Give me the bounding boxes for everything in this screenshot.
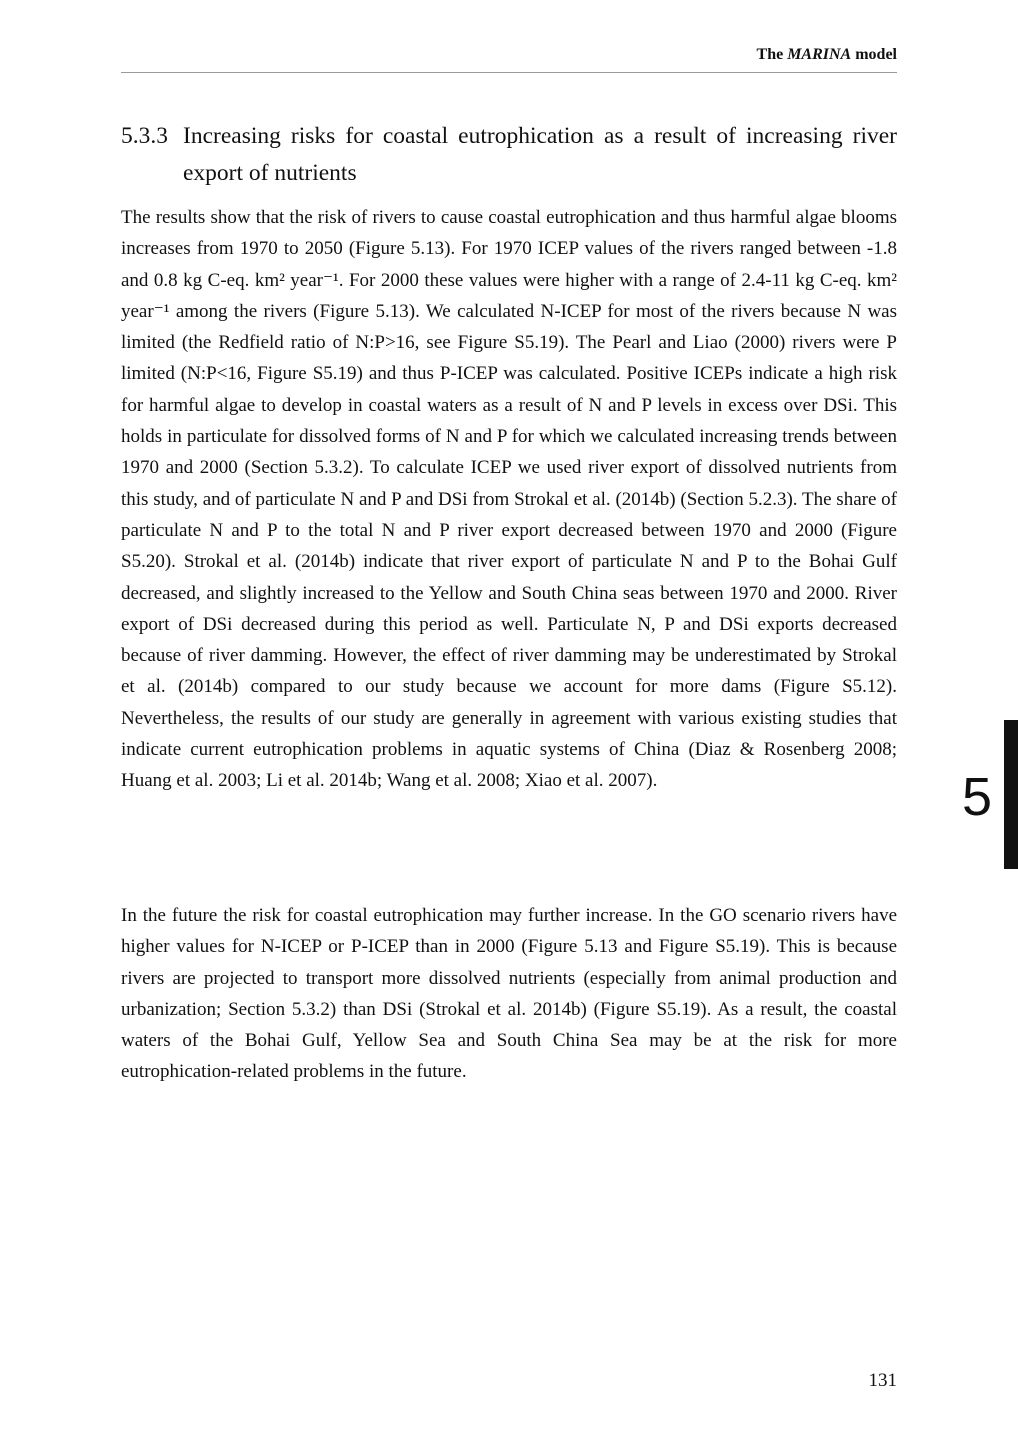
body-paragraph-1: The results show that the risk of rivers to cause coastal eutrophication and thus harmful algae blooms increases from 1970 to 2050 (Figure 5.13). For 1970 ICEP values of the rivers ranged between -1.8 and 0.8 kg C-eq. km² year⁻¹. For 2000 these values were higher with a range of 2.4-11 kg C-eq. km² year⁻¹ among the rivers (Figure 5.13). We calculated N-ICEP for most of the rivers because N was limited (the Redfield ratio of N:P>16, see Figure S5.19). The Pearl and Liao (2000) rivers were P limited (N:P<16, Figure S5.19) and thus P-ICEP was calculated. Positive ICEPs indicate a high risk for harmful algae to develop in coastal waters as a result of N and P levels in excess over DSi. This holds in particulate for dissolved forms of N and P for which we calculated increasing trends between 1970 and 2000 (Section 5.3.2). To calculate ICEP we used river export of dissolved nutrients from this study, and of particulate N and P and DSi from Strokal et al. (2014b) (Section 5.2.3). The share of particulate N and P to the total N and P river export decreased between 1970 and 2000 (Figure S5.20). Strokal et al. (2014b) indicate that river export of particulate N and P to the Bohai Gulf decreased, and slightly increased to the Yellow and South China seas between 1970 and 2000. River export of DSi decreased during this period as well. Particulate N, P and DSi exports decreased because of river damming. However, the effect of river damming may be underestimated by Strokal et al. (2014b) compared to our study because we account for more dams (Figure S5.12). Nevertheless, the results of our study are generally in agreement with various existing studies that indicate current eutrophication problems in aquatic systems of China (Diaz & Rosenberg 2008; Huang et al. 2003; Li et al. 2014b; Wang et al. 2008; Xiao et al. 2007). [121, 207, 897, 792]
section-title: Increasing risks for coastal eutrophication as a result of increasing river export of nutrients [183, 123, 897, 186]
header-title-prefix: The [756, 46, 788, 63]
header-title-italic: MARINA [787, 46, 852, 63]
chapter-tab-bar [1004, 720, 1018, 869]
header-title-suffix: model [851, 46, 897, 63]
body-paragraph-2: In the future the risk for coastal eutrophication may further increase. In the GO scenario rivers have higher values for N-ICEP or P-ICEP than in 2000 (Figure 5.13 and Figure S5.19). This is because rivers are projected to transport more dissolved nutrients (especially from animal production and urbanization; Section 5.3.2) than DSi (Strokal et al. 2014b) (Figure S5.19). As a result, the coastal waters of the Bohai Gulf, Yellow Sea and South China Sea may be at the risk for more eutrophication-related problems in the future. [121, 905, 897, 1083]
section-heading [121, 118, 897, 192]
header-rule [121, 72, 897, 73]
page-number: 131 [868, 1370, 897, 1391]
chapter-number: 5 [962, 767, 993, 827]
section-number: 5.3.3 [121, 123, 168, 149]
running-header [121, 46, 897, 64]
